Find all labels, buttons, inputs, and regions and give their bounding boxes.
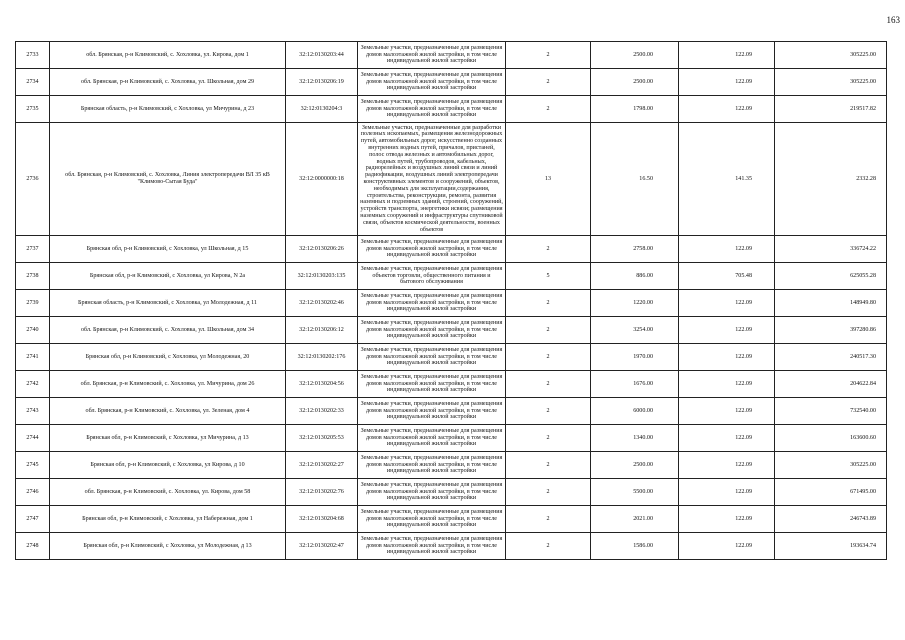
cadastral-number-cell: 32:12:0130203:135 <box>286 263 358 290</box>
permitted-use-cell: Земельные участки, предназначенные для размещения домов малоэтажной жилой застройки, в том числе индивидуальной жилой застройки <box>358 42 506 69</box>
table-row <box>16 425 887 452</box>
unit-value-cell: 122.09 <box>679 371 775 398</box>
use-category-cell: 2 <box>506 42 591 69</box>
cadastral-number-cell: 32:12:0130202:176 <box>286 344 358 371</box>
use-category-cell: 2 <box>506 425 591 452</box>
row-number-cell: 2737 <box>16 236 50 263</box>
permitted-use-cell: Земельные участки, предназначенные для размещения объектов торговли, общественного питания и бытового обслуживания <box>358 263 506 290</box>
table-row <box>16 236 887 263</box>
address-cell: обл. Брянская, р-н Климовский, с. Хохловка, ул. Кирова, дом 1 <box>50 42 286 69</box>
cadastral-value-cell: 625055.28 <box>775 263 887 290</box>
cadastral-value-cell: 204622.84 <box>775 371 887 398</box>
unit-value-cell: 122.09 <box>679 42 775 69</box>
permitted-use-cell: Земельные участки, предназначенные для размещения домов малоэтажной жилой застройки, в том числе индивидуальной жилой застройки <box>358 506 506 533</box>
cadastral-value-cell: 193634.74 <box>775 533 887 560</box>
table-row <box>16 398 887 425</box>
address-cell: Брянская обл, р-н Климовский, с Хохловка, ул Школьная, д 15 <box>50 236 286 263</box>
area-cell: 2500.00 <box>591 42 679 69</box>
use-category-cell: 2 <box>506 317 591 344</box>
cadastral-number-cell: 32:12:0130202:33 <box>286 398 358 425</box>
cadastral-value-cell: 219517.82 <box>775 96 887 123</box>
permitted-use-cell: Земельные участки, предназначенные для размещения домов малоэтажной жилой застройки, в том числе индивидуальной жилой застройки <box>358 371 506 398</box>
permitted-use-cell: Земельные участки, предназначенные для разработки полезных ископаемых, размещения железнодорожных путей, автомобильных дорог, искусственно созданных внутренних водных путей, причалов, пристаней, полос отвода железных и автомобильных дорог, водных путей, трубопроводов, кабельных, радиорелейных и воздушных линий связи и линий радиофикации, воздушных линий электропередачи конструктивных элементов и сооружений, объектов, необходимых для эксплуатации,содержания, строительства, реконструкции, ремонта, развития наземных и подземных зданий, строений, сооружений, устройств транспорта, энергетики исвязи; размещения наземных сооружений и инфраструктуры спутниковой связи, объектов космической деятельности, военных объектов <box>358 123 506 236</box>
unit-value-cell: 122.09 <box>679 317 775 344</box>
unit-value-cell: 122.09 <box>679 236 775 263</box>
table-row <box>16 263 887 290</box>
cadastral-number-cell: 32:12:0130202:46 <box>286 290 358 317</box>
page-number: 163 <box>886 15 900 25</box>
permitted-use-cell: Земельные участки, предназначенные для размещения домов малоэтажной жилой застройки, в том числе индивидуальной жилой застройки <box>358 533 506 560</box>
area-cell: 1586.00 <box>591 533 679 560</box>
use-category-cell: 2 <box>506 96 591 123</box>
address-cell: Брянская обл, р-н Климовский, с Хохловка, ул Молодежная, д 13 <box>50 533 286 560</box>
table-row <box>16 42 887 69</box>
permitted-use-cell: Земельные участки, предназначенные для размещения домов малоэтажной жилой застройки, в том числе индивидуальной жилой застройки <box>358 236 506 263</box>
use-category-cell: 2 <box>506 506 591 533</box>
cadastral-number-cell: 32:12:0130205:53 <box>286 425 358 452</box>
unit-value-cell: 122.09 <box>679 479 775 506</box>
address-cell: Брянская обл, р-н Климовский, с Хохловка, ул Мичурина, д 13 <box>50 425 286 452</box>
cadastral-value-cell: 305225.00 <box>775 452 887 479</box>
cadastral-value-cell: 240517.30 <box>775 344 887 371</box>
use-category-cell: 5 <box>506 263 591 290</box>
cadastral-number-cell: 32:12:0130202:27 <box>286 452 358 479</box>
row-number-cell: 2744 <box>16 425 50 452</box>
address-cell: обл. Брянская, р-н Климовский, с. Хохловка, ул. Кирова, дом 58 <box>50 479 286 506</box>
cadastral-value-cell: 397280.86 <box>775 317 887 344</box>
area-cell: 6000.00 <box>591 398 679 425</box>
cadastral-number-cell: 32:12:0130202:47 <box>286 533 358 560</box>
address-cell: Брянская обл, р-н Климовский, с Хохловка, ул Кирова, д 10 <box>50 452 286 479</box>
area-cell: 2500.00 <box>591 69 679 96</box>
cadastral-number-cell: 32:12:0130203:44 <box>286 42 358 69</box>
use-category-cell: 2 <box>506 69 591 96</box>
cadastral-number-cell: 32:12:0130206:12 <box>286 317 358 344</box>
permitted-use-cell: Земельные участки, предназначенные для размещения домов малоэтажной жилой застройки, в том числе индивидуальной жилой застройки <box>358 69 506 96</box>
cadastral-number-cell: 32:12:0130206:19 <box>286 69 358 96</box>
cadastral-number-cell: 32:12:0130204:68 <box>286 506 358 533</box>
cadastral-value-cell: 2332.28 <box>775 123 887 236</box>
table-row <box>16 317 887 344</box>
address-cell: обл. Брянская, р-н Климовский, с. Хохловка, ул. Школьная, дом 34 <box>50 317 286 344</box>
cadastral-value-cell: 305225.00 <box>775 42 887 69</box>
table-row <box>16 506 887 533</box>
unit-value-cell: 122.09 <box>679 96 775 123</box>
permitted-use-cell: Земельные участки, предназначенные для размещения домов малоэтажной жилой застройки, в том числе индивидуальной жилой застройки <box>358 425 506 452</box>
area-cell: 1970.00 <box>591 344 679 371</box>
unit-value-cell: 122.09 <box>679 533 775 560</box>
permitted-use-cell: Земельные участки, предназначенные для размещения домов малоэтажной жилой застройки, в том числе индивидуальной жилой застройки <box>358 344 506 371</box>
unit-value-cell: 705.48 <box>679 263 775 290</box>
permitted-use-cell: Земельные участки, предназначенные для размещения домов малоэтажной жилой застройки, в том числе индивидуальной жилой застройки <box>358 452 506 479</box>
address-cell: Брянская область, р-н Климовский, с Хохловка, ул Молодежная, д 11 <box>50 290 286 317</box>
unit-value-cell: 122.09 <box>679 290 775 317</box>
table-row <box>16 96 887 123</box>
row-number-cell: 2742 <box>16 371 50 398</box>
table-row <box>16 533 887 560</box>
cadastral-value-cell: 336724.22 <box>775 236 887 263</box>
area-cell: 2758.00 <box>591 236 679 263</box>
address-cell: обл. Брянская, р-н Климовский, с. Хохловка, Линия электропередачи ВЛ 35 кВ "Климово-Сытая Буда" <box>50 123 286 236</box>
table-row <box>16 69 887 96</box>
cadastral-value-cell: 148949.80 <box>775 290 887 317</box>
land-plot-table <box>15 41 887 560</box>
row-number-cell: 2738 <box>16 263 50 290</box>
use-category-cell: 2 <box>506 479 591 506</box>
use-category-cell: 2 <box>506 236 591 263</box>
table-row <box>16 479 887 506</box>
unit-value-cell: 122.09 <box>679 506 775 533</box>
table-row <box>16 452 887 479</box>
permitted-use-cell: Земельные участки, предназначенные для размещения домов малоэтажной жилой застройки, в том числе индивидуальной жилой застройки <box>358 479 506 506</box>
use-category-cell: 2 <box>506 371 591 398</box>
address-cell: Брянская обл, р-н Климовский, с Хохловка, ул Набережная, дом 1 <box>50 506 286 533</box>
use-category-cell: 2 <box>506 344 591 371</box>
cadastral-number-cell: 32:12:0130204:3 <box>286 96 358 123</box>
address-cell: обл. Брянская, р-н Климовский, с. Хохловка, ул. Зеленая, дом 4 <box>50 398 286 425</box>
address-cell: Брянская область, р-н Климовский, с Хохловка, ул Мичурина, д 23 <box>50 96 286 123</box>
use-category-cell: 2 <box>506 398 591 425</box>
cadastral-number-cell: 32:12:0000000:18 <box>286 123 358 236</box>
unit-value-cell: 122.09 <box>679 398 775 425</box>
unit-value-cell: 122.09 <box>679 452 775 479</box>
row-number-cell: 2748 <box>16 533 50 560</box>
table-row <box>16 344 887 371</box>
row-number-cell: 2740 <box>16 317 50 344</box>
row-number-cell: 2747 <box>16 506 50 533</box>
permitted-use-cell: Земельные участки, предназначенные для размещения домов малоэтажной жилой застройки, в том числе индивидуальной жилой застройки <box>358 290 506 317</box>
row-number-cell: 2736 <box>16 123 50 236</box>
cadastral-number-cell: 32:12:0130206:26 <box>286 236 358 263</box>
permitted-use-cell: Земельные участки, предназначенные для размещения домов малоэтажной жилой застройки, в том числе индивидуальной жилой застройки <box>358 317 506 344</box>
unit-value-cell: 122.09 <box>679 425 775 452</box>
row-number-cell: 2733 <box>16 42 50 69</box>
use-category-cell: 2 <box>506 290 591 317</box>
permitted-use-cell: Земельные участки, предназначенные для размещения домов малоэтажной жилой застройки, в том числе индивидуальной жилой застройки <box>358 96 506 123</box>
area-cell: 1220.00 <box>591 290 679 317</box>
cadastral-value-cell: 732540.00 <box>775 398 887 425</box>
row-number-cell: 2746 <box>16 479 50 506</box>
area-cell: 16.50 <box>591 123 679 236</box>
area-cell: 2021.00 <box>591 506 679 533</box>
use-category-cell: 2 <box>506 452 591 479</box>
cadastral-value-cell: 246743.89 <box>775 506 887 533</box>
row-number-cell: 2735 <box>16 96 50 123</box>
unit-value-cell: 141.35 <box>679 123 775 236</box>
area-cell: 1798.00 <box>591 96 679 123</box>
cadastral-number-cell: 32:12:0130204:56 <box>286 371 358 398</box>
unit-value-cell: 122.09 <box>679 69 775 96</box>
area-cell: 2500.00 <box>591 452 679 479</box>
area-cell: 3254.00 <box>591 317 679 344</box>
table-row <box>16 371 887 398</box>
area-cell: 1340.00 <box>591 425 679 452</box>
row-number-cell: 2745 <box>16 452 50 479</box>
use-category-cell: 13 <box>506 123 591 236</box>
row-number-cell: 2741 <box>16 344 50 371</box>
row-number-cell: 2739 <box>16 290 50 317</box>
address-cell: обл. Брянская, р-н Климовский, с. Хохловка, ул. Мичурина, дом 26 <box>50 371 286 398</box>
address-cell: Брянская обл, р-н Климовский, с Хохловка, ул Кирова, N 2а <box>50 263 286 290</box>
address-cell: обл. Брянская, р-н Климовский, с. Хохловка, ул. Школьная, дом 29 <box>50 69 286 96</box>
cadastral-value-cell: 163600.60 <box>775 425 887 452</box>
address-cell: Брянская обл, р-н Климовский, с Хохловка, ул Молодежная, 20 <box>50 344 286 371</box>
table-row <box>16 290 887 317</box>
table-row <box>16 123 887 236</box>
unit-value-cell: 122.09 <box>679 344 775 371</box>
permitted-use-cell: Земельные участки, предназначенные для размещения домов малоэтажной жилой застройки, в том числе индивидуальной жилой застройки <box>358 398 506 425</box>
row-number-cell: 2734 <box>16 69 50 96</box>
row-number-cell: 2743 <box>16 398 50 425</box>
cadastral-value-cell: 671495.00 <box>775 479 887 506</box>
area-cell: 5500.00 <box>591 479 679 506</box>
use-category-cell: 2 <box>506 533 591 560</box>
cadastral-value-cell: 305225.00 <box>775 69 887 96</box>
cadastral-number-cell: 32:12:0130202:76 <box>286 479 358 506</box>
area-cell: 1676.00 <box>591 371 679 398</box>
area-cell: 886.00 <box>591 263 679 290</box>
